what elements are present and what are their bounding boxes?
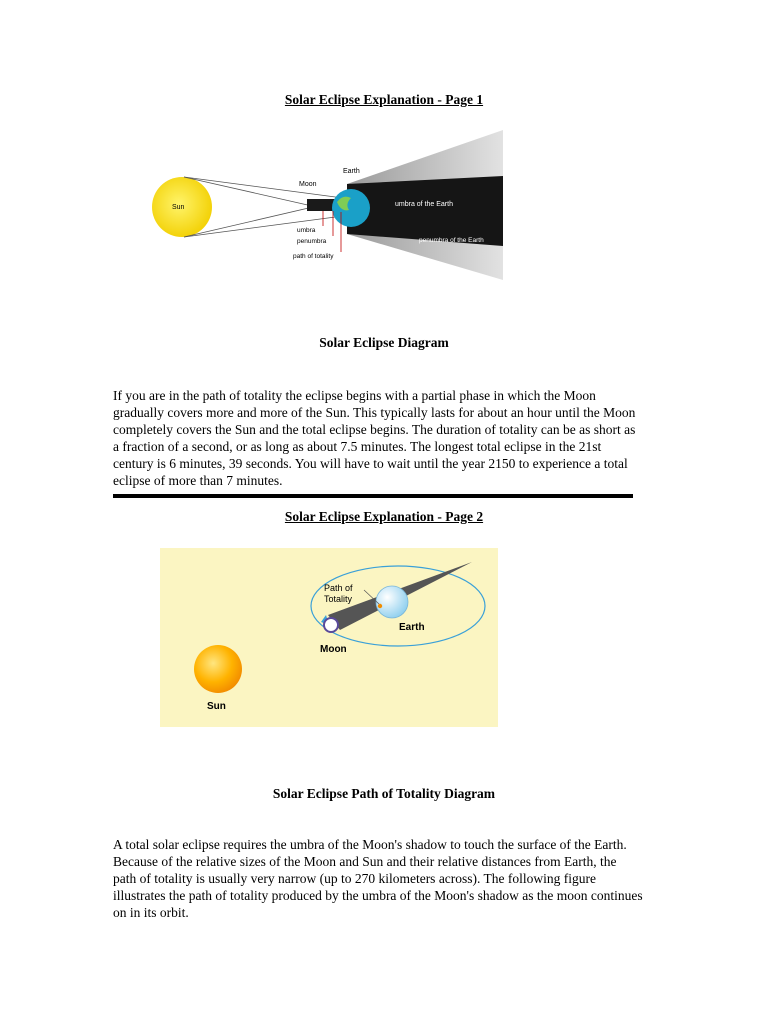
earth-umbra-shape	[347, 176, 503, 246]
path-of-totality-label: path of totality	[293, 253, 334, 260]
totality-spot	[378, 604, 382, 608]
page-divider	[113, 494, 633, 498]
sun-shape	[194, 645, 242, 693]
page1-heading: Solar Eclipse Explanation - Page 1	[284, 92, 484, 107]
path-label-line2: Totality	[324, 594, 353, 604]
earth-penumbra-label: penumbra of the Earth	[419, 237, 484, 244]
moon-label: Moon	[299, 181, 317, 188]
moon-label: Moon	[320, 644, 347, 655]
earth-shape	[332, 189, 370, 227]
page2-heading: Solar Eclipse Explanation - Page 2	[284, 509, 484, 524]
path-label-line1: Path of	[324, 583, 353, 593]
sun-label: Sun	[207, 701, 226, 712]
page1-paragraph: If you are in the path of totality the eclipse begins with a partial phase in which the Moon gradually covers more and more of the Sun. This typically lasts for about an hour until the Moon completely covers the Sun and the total eclipse begins. The duration of totality can be as short as a fraction of a second, or as long as about 7.5 minutes. The longest total eclipse in the 21st century is 6 minutes, 39 seconds. You will have to wait until the year 2150 to experience a total eclipse of more than 7 minutes.	[113, 388, 636, 488]
figure1-caption: Solar Eclipse Diagram	[319, 335, 449, 350]
solar-eclipse-diagram	[147, 130, 503, 280]
earth-umbra-label: umbra of the Earth	[395, 201, 453, 208]
page2-paragraph: A total solar eclipse requires the umbra of the Moon's shadow to touch the surface of the Earth. Because of the relative sizes of the Moon and Sun and their relative distances from Earth, the path of totality is usually very narrow (up to 270 kilometers across). The following figure illustrates the path of totality produced by the umbra of the Moon's shadow as the moon continues on in its orbit.	[113, 837, 643, 920]
moon-shape	[307, 199, 335, 211]
penumbra-label: penumbra	[297, 238, 327, 245]
umbra-label: umbra	[297, 227, 316, 234]
earth-shape	[376, 586, 408, 618]
earth-label: Earth	[399, 622, 425, 633]
figure2-caption: Solar Eclipse Path of Totality Diagram	[272, 786, 496, 801]
path-of-totality-diagram	[160, 548, 498, 727]
moon-shape	[324, 618, 338, 632]
earth-label: Earth	[343, 168, 360, 175]
sun-label: Sun	[172, 204, 185, 211]
